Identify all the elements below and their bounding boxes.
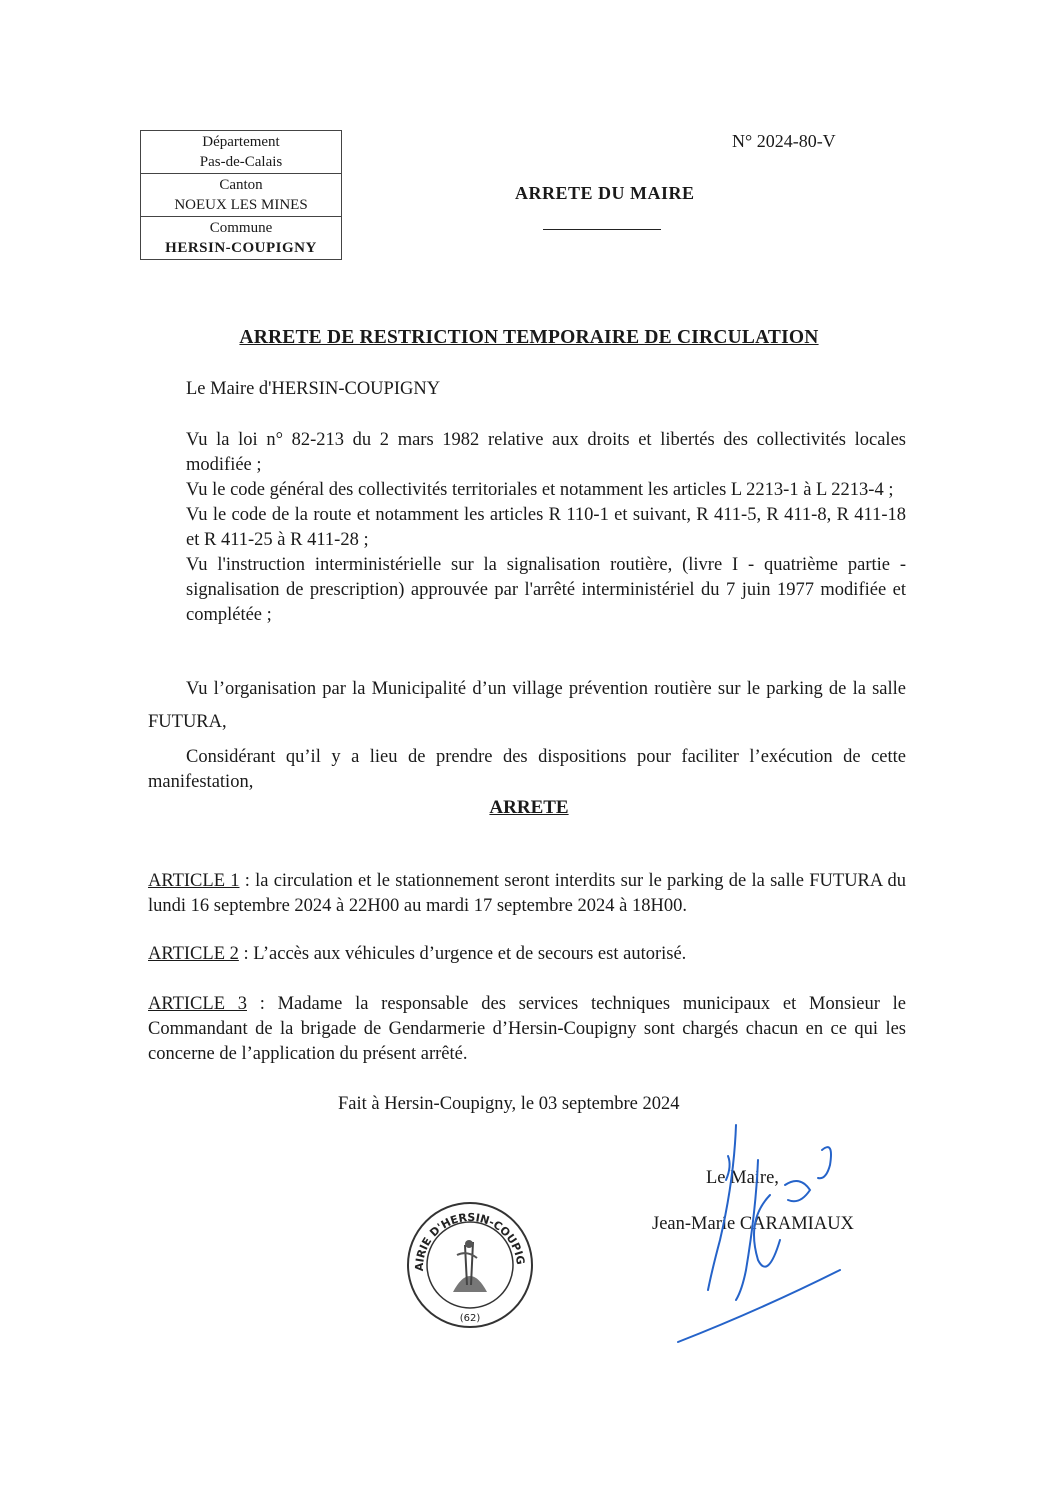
departement-value: Pas-de-Calais <box>199 154 283 170</box>
doc-type: ARRETE DU MAIRE <box>515 183 695 203</box>
divider <box>543 229 661 230</box>
article-3-label: ARTICLE 3 <box>148 994 247 1014</box>
intro: Le Maire d'HERSIN-COUPIGNY <box>186 379 441 399</box>
article-1-text: : la circulation et le stationnement seront interdits sur le parking de la salle FUTURA du lundi 16 septembre 2024 à 22H00 au mardi 17 septembre 2024 à 18H00. <box>148 871 906 916</box>
consideration-item: Vu l'instruction interministérielle sur la signalisation routière, (livre I - quatrième partie - signalisation de prescription) approuvée par l'arrêté interministériel du 7 juin 1977 modifiée et complétée ; <box>186 555 906 625</box>
consideration-item: Vu le code général des collectivités territoriales et notamment les articles L 2213-1 à L 2213-4 ; <box>186 480 894 500</box>
fait-a: Fait à Hersin-Coupigny, le 03 septembre 2024 <box>338 1094 680 1114</box>
considerant: Considérant qu’il y a lieu de prendre des dispositions pour faciliter l’exécution de cette manifestation, <box>148 747 906 792</box>
considerations <box>186 428 906 628</box>
article-2-text: : L’accès aux véhicules d’urgence et de secours est autorisé. <box>238 944 687 964</box>
canton-cell <box>141 174 341 217</box>
consideration-item: Vu le code de la route et notamment les articles R 110-1 et suivant, R 411-5, R 411-8, R 411-18 et R 411-25 à R 411-28 ; <box>186 505 906 550</box>
mairie-seal <box>405 1200 535 1330</box>
article-2-label: ARTICLE 2 <box>148 944 239 964</box>
consideration-item: Vu la loi n° 82-213 du 2 mars 1982 relative aux droits et libertés des collectivités locales modifiée ; <box>186 430 906 475</box>
vu-organisation: Vu l’organisation par la Municipalité d’un village prévention routière sur le parking de la salle FUTURA, <box>148 679 906 732</box>
departement-label: Département <box>202 134 280 150</box>
article-3 <box>148 992 906 1067</box>
reference-number: N° 2024-80-V <box>732 131 836 151</box>
signature-role: Le Maire, <box>706 1168 779 1188</box>
canton-value: NOEUX LES MINES <box>174 197 308 213</box>
commune-cell <box>141 217 341 259</box>
seal-text: AIRIE D'HERSIN-COUPIG <box>412 1210 527 1272</box>
article-2 <box>148 942 906 967</box>
page-title: ARRETE DE RESTRICTION TEMPORAIRE DE CIRCULATION <box>239 327 819 348</box>
arrete-heading: ARRETE <box>489 797 569 818</box>
article-1-label: ARTICLE 1 <box>148 871 240 891</box>
header-box <box>140 130 342 260</box>
signature-scribble <box>650 1120 880 1360</box>
commune-label: Commune <box>209 220 273 236</box>
commune-value: HERSIN-COUPIGNY <box>165 240 317 256</box>
seal-code: (62) <box>459 1313 481 1324</box>
article-1 <box>148 869 906 919</box>
article-3-text: : Madame la responsable des services techniques municipaux et Monsieur le Commandant de la brigade de Gendarmerie d’Hersin-Coupigny sont chargés chacun en ce qui les concerne de l’application du présent arrêté. <box>148 994 906 1064</box>
canton-label: Canton <box>219 177 263 193</box>
signature-name: Jean-Marie CARAMIAUX <box>652 1214 854 1234</box>
departement-cell <box>141 131 341 174</box>
